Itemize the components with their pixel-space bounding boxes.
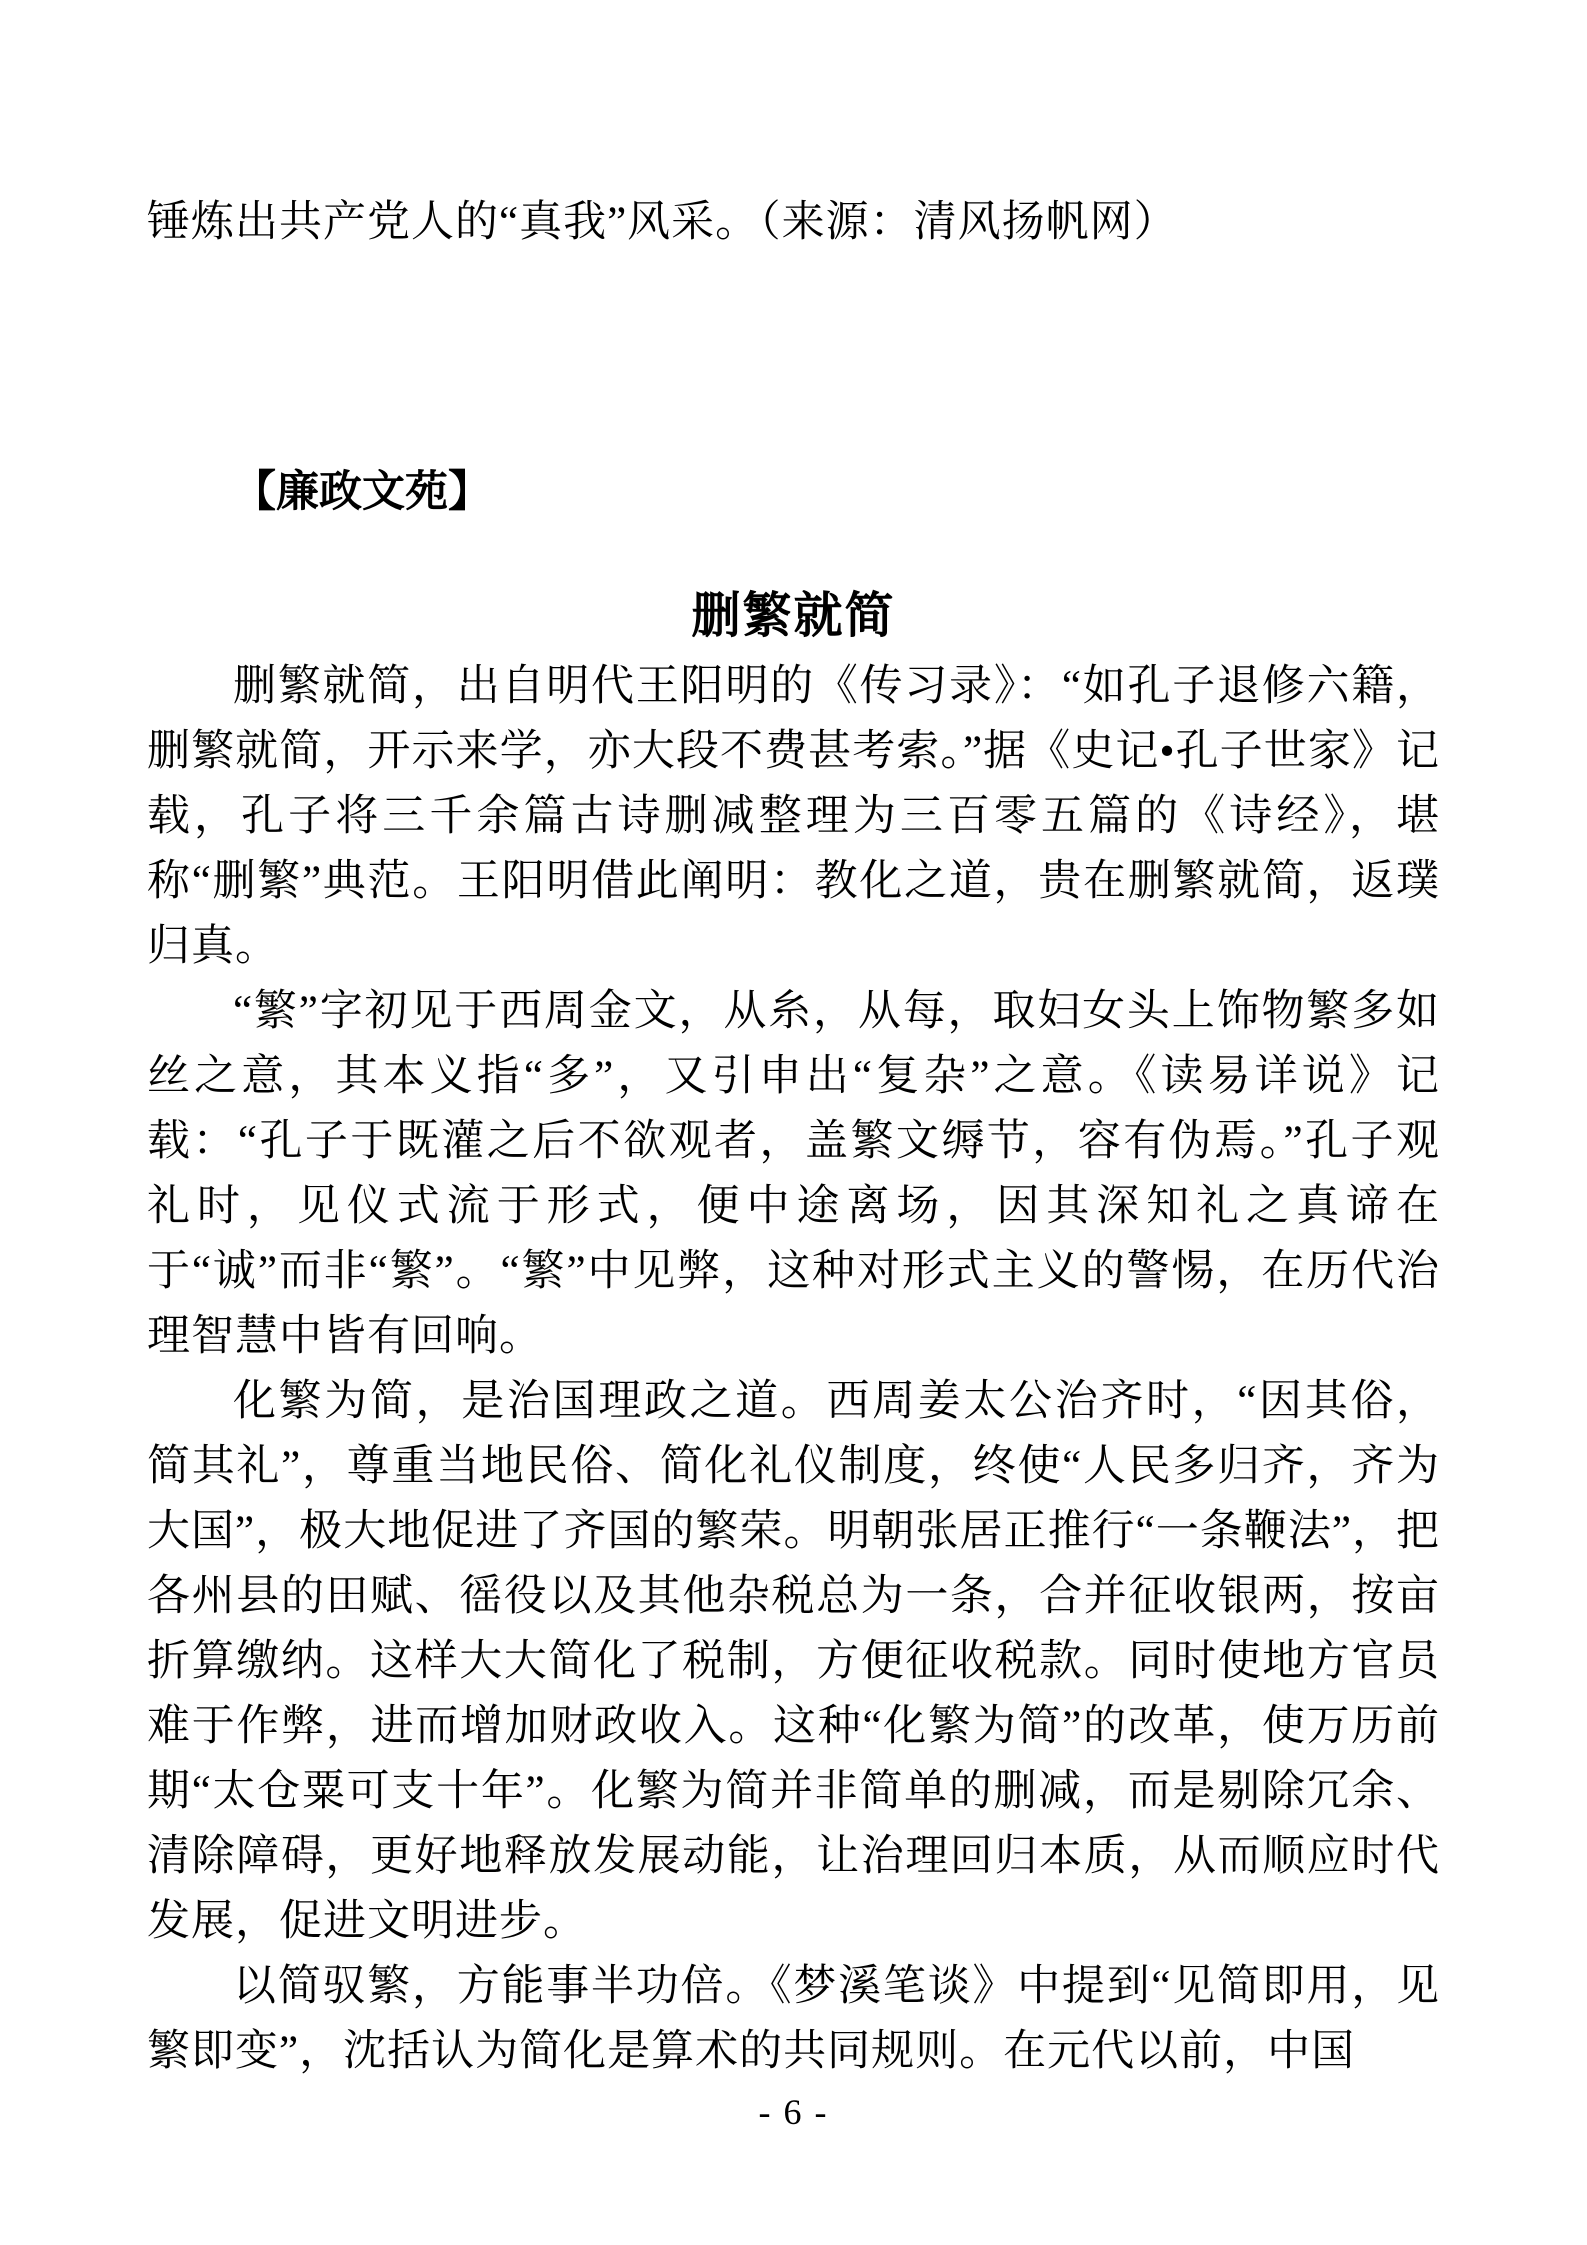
continuation-paragraph: 锤炼出共产党人的“真我”风采。（来源：清风扬帆网） <box>147 199 1178 246</box>
article-title: 删繁就简 <box>691 588 896 643</box>
body-paragraph: 删繁就简，出自明代王阳明的《传习录》：“如孔子退修六籍，删繁就简，开示来学，亦大段不费甚考索。”据《史记•孔子世家》记载，孔子将三千余篇古诗删减整理为三百零五篇的《诗经》，堪称“删繁”典范。王阳明借此阐明：教化之道，贵在删繁就简，返璞归真。 <box>147 663 1440 970</box>
page-number: - 6 - <box>758 2092 829 2132</box>
body-paragraph: 化繁为简，是治国理政之道。西周姜太公治齐时，“因其俗，简其礼”，尊重当地民俗、简化礼仪制度，终使“人民多归齐，齐为大国”，极大地促进了齐国的繁荣。明朝张居正推行“一条鞭法”，把各州县的田赋、徭役以及其他杂税总为一条，合并征收银两，按亩折算缴纳。这样大大简化了税制，方便征收税款。同时使地方官员难于作弊，进而增加财政收入。这种“化繁为简”的改革，使万历前期“太仓粟可支十年”。化繁为简并非简单的删减，而是剔除冗余、清除障碍，更好地释放发展动能，让治理回归本质，从而顺应时代发展，促进文明进步。 <box>147 1378 1440 1945</box>
body-paragraph: 以简驭繁，方能事半功倍。《梦溪笔谈》中提到“见简即用，见繁即变”，沈括认为简化是算术的共同规则。在元代以前，中国 <box>147 1963 1440 2075</box>
body-paragraph: “繁”字初见于西周金文，从糸，从每，取妇女头上饰物繁多如丝之意，其本义指“多”，又引申出“复杂”之意。《读易详说》记载：“孔子于既灌之后不欲观者，盖繁文缛节，容有伪焉。”孔子观礼时，见仪式流于形式，便中途离场，因其深知礼之真谛在于“诚”而非“繁”。“繁”中见弊，这种对形式主义的警惕，在历代治理智慧中皆有回响。 <box>147 988 1440 1360</box>
article-body <box>147 654 1440 2084</box>
section-header: 【廉政文苑】 <box>233 469 491 516</box>
